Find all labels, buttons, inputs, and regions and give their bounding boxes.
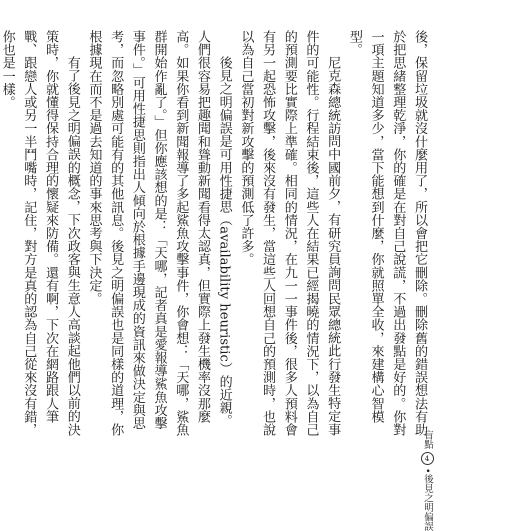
footer-separator: • [421, 468, 433, 474]
running-footer [420, 430, 434, 531]
page-number: 4 [421, 452, 434, 465]
paragraph-2: 尼克森總統訪問中國前夕，有研究員詢問民眾總統此行發生特定事件的可能性。行程結束後，這些人在結果已經揭曉的情況下，以為自己的預測要比實際上準確。相同的情況，在九一一事件後，很多人預料會有另一起恐怖攻擊，後來沒有發生，當這些人回想自己的預測時，也說以為自己當初對新攻擊的預測低了許多。 [238, 30, 341, 437]
paragraph-4: 有了後見之明偏誤的概念，下次政客與生意人高談起他們以前的決策時，你就懂得保持合理的懷疑來防備。還有啊，下次在網路跟人筆戰、跟戀人或另一半鬥嘴時，記住，對方是真的認為自己從來沒有錯，你也是一樣。 [0, 30, 80, 437]
paragraph-3: 後見之明偏誤是可用性捷思（availability heuristic）的近親。人們很容易把趣聞和聳動新聞看得太認真，但實際上發生機率沒那麼高。如果你看到新聞報導了多起鯊魚攻擊事件，你會想：「天哪，鯊魚群開始作亂了。」但你應該想的是：「天哪，記者真是愛報導鯊魚攻擊事件。」可用性捷思則指出人傾向於根據手邊現成的資訊來做決定與思考，而忽略別處可能有的其他訊息。後見之明偏誤也是同樣的道理，你根據現在而不是過去知道的事來思考與下決定。 [86, 30, 232, 437]
paragraph-1: 後，保留垃圾就沒什麼用了，所以會把它刪除。刪除舊的錯誤想法有助於把思緒整理乾淨，你的確是在對自己說謊，不過出發點是好的。你對一項主題知道多少，當下能想到什麼，你就照單全收，來建構心智模型。 [346, 30, 427, 437]
section-label: 盲點 [422, 430, 433, 449]
chapter-title: 後見之明偏誤 [422, 473, 433, 531]
body-text [0, 30, 430, 440]
